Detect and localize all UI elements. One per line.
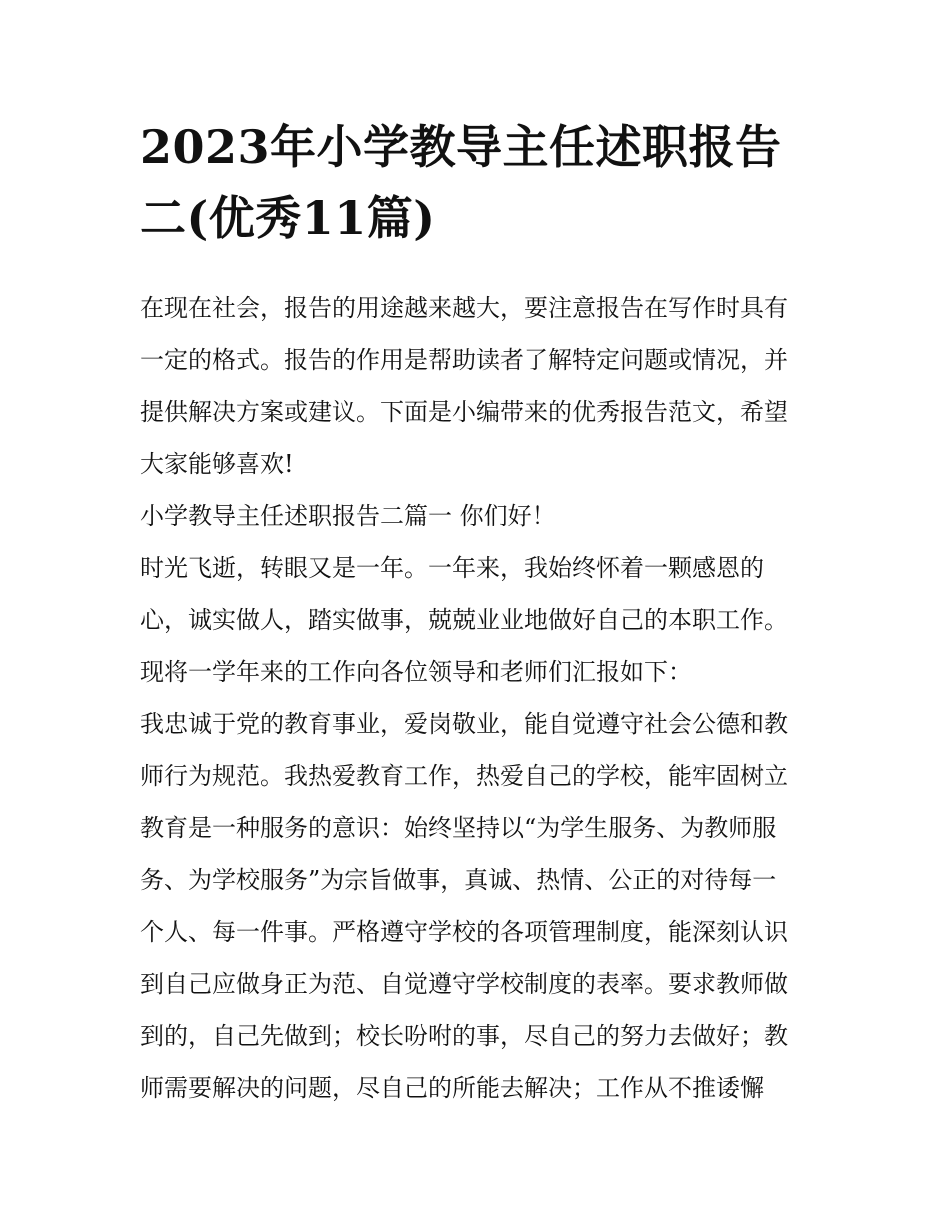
text-line: 到自己应做身正为范、自觉遵守学校制度的表率。要求教师做 bbox=[140, 970, 788, 998]
text-line: 教育是一种服务的意识：始终坚持以“为学生服务、为教师服 bbox=[140, 814, 777, 842]
text-line: 提供解决方案或建议。下面是小编带来的优秀报告范文，希望 bbox=[140, 398, 788, 426]
text-line: 小学教导主任述职报告二篇一 你们好！ bbox=[140, 502, 556, 530]
text-line: 在现在社会，报告的用途越来越大，要注意报告在写作时具有 bbox=[140, 294, 788, 322]
text-line: 大家能够喜欢! bbox=[140, 450, 294, 478]
text-line: 现将一学年来的工作向各位领导和老师们汇报如下： bbox=[140, 658, 692, 686]
document-content bbox=[140, 112, 812, 1114]
text-line: 师行为规范。我热爱教育工作，热爱自己的学校，能牢固树立 bbox=[140, 762, 788, 790]
intro-paragraph bbox=[140, 282, 812, 490]
text-line: 心，诚实做人，踏实做事，兢兢业业地做好自己的本职工作。 bbox=[140, 606, 788, 634]
text-line: 一定的格式。报告的作用是帮助读者了解特定问题或情况，并 bbox=[140, 346, 788, 374]
title-line: 2023年小学教导主任述职报告 bbox=[140, 120, 782, 174]
text-line: 个人、每一件事。严格遵守学校的各项管理制度，能深刻认识 bbox=[140, 918, 788, 946]
text-line: 时光飞逝，转眼又是一年。一年来，我始终怀着一颗感恩的 bbox=[140, 554, 764, 582]
title-line: 二(优秀11篇) bbox=[140, 191, 436, 245]
document-title bbox=[140, 112, 812, 254]
text-line: 我忠诚于党的教育事业，爱岗敬业，能自觉遵守社会公德和教 bbox=[140, 710, 788, 738]
text-line: 到的，自己先做到；校长吩咐的事，尽自己的努力去做好；教 bbox=[140, 1022, 788, 1050]
body-paragraph bbox=[140, 698, 812, 1114]
body-paragraph bbox=[140, 542, 812, 698]
document-body bbox=[140, 282, 812, 1114]
text-line: 务、为学校服务”为宗旨做事，真诚、热情、公正的对待每一 bbox=[140, 866, 777, 894]
section-heading-paragraph bbox=[140, 490, 812, 542]
text-line: 师需要解决的问题，尽自己的所能去解决；工作从不推诿懈 bbox=[140, 1074, 764, 1102]
